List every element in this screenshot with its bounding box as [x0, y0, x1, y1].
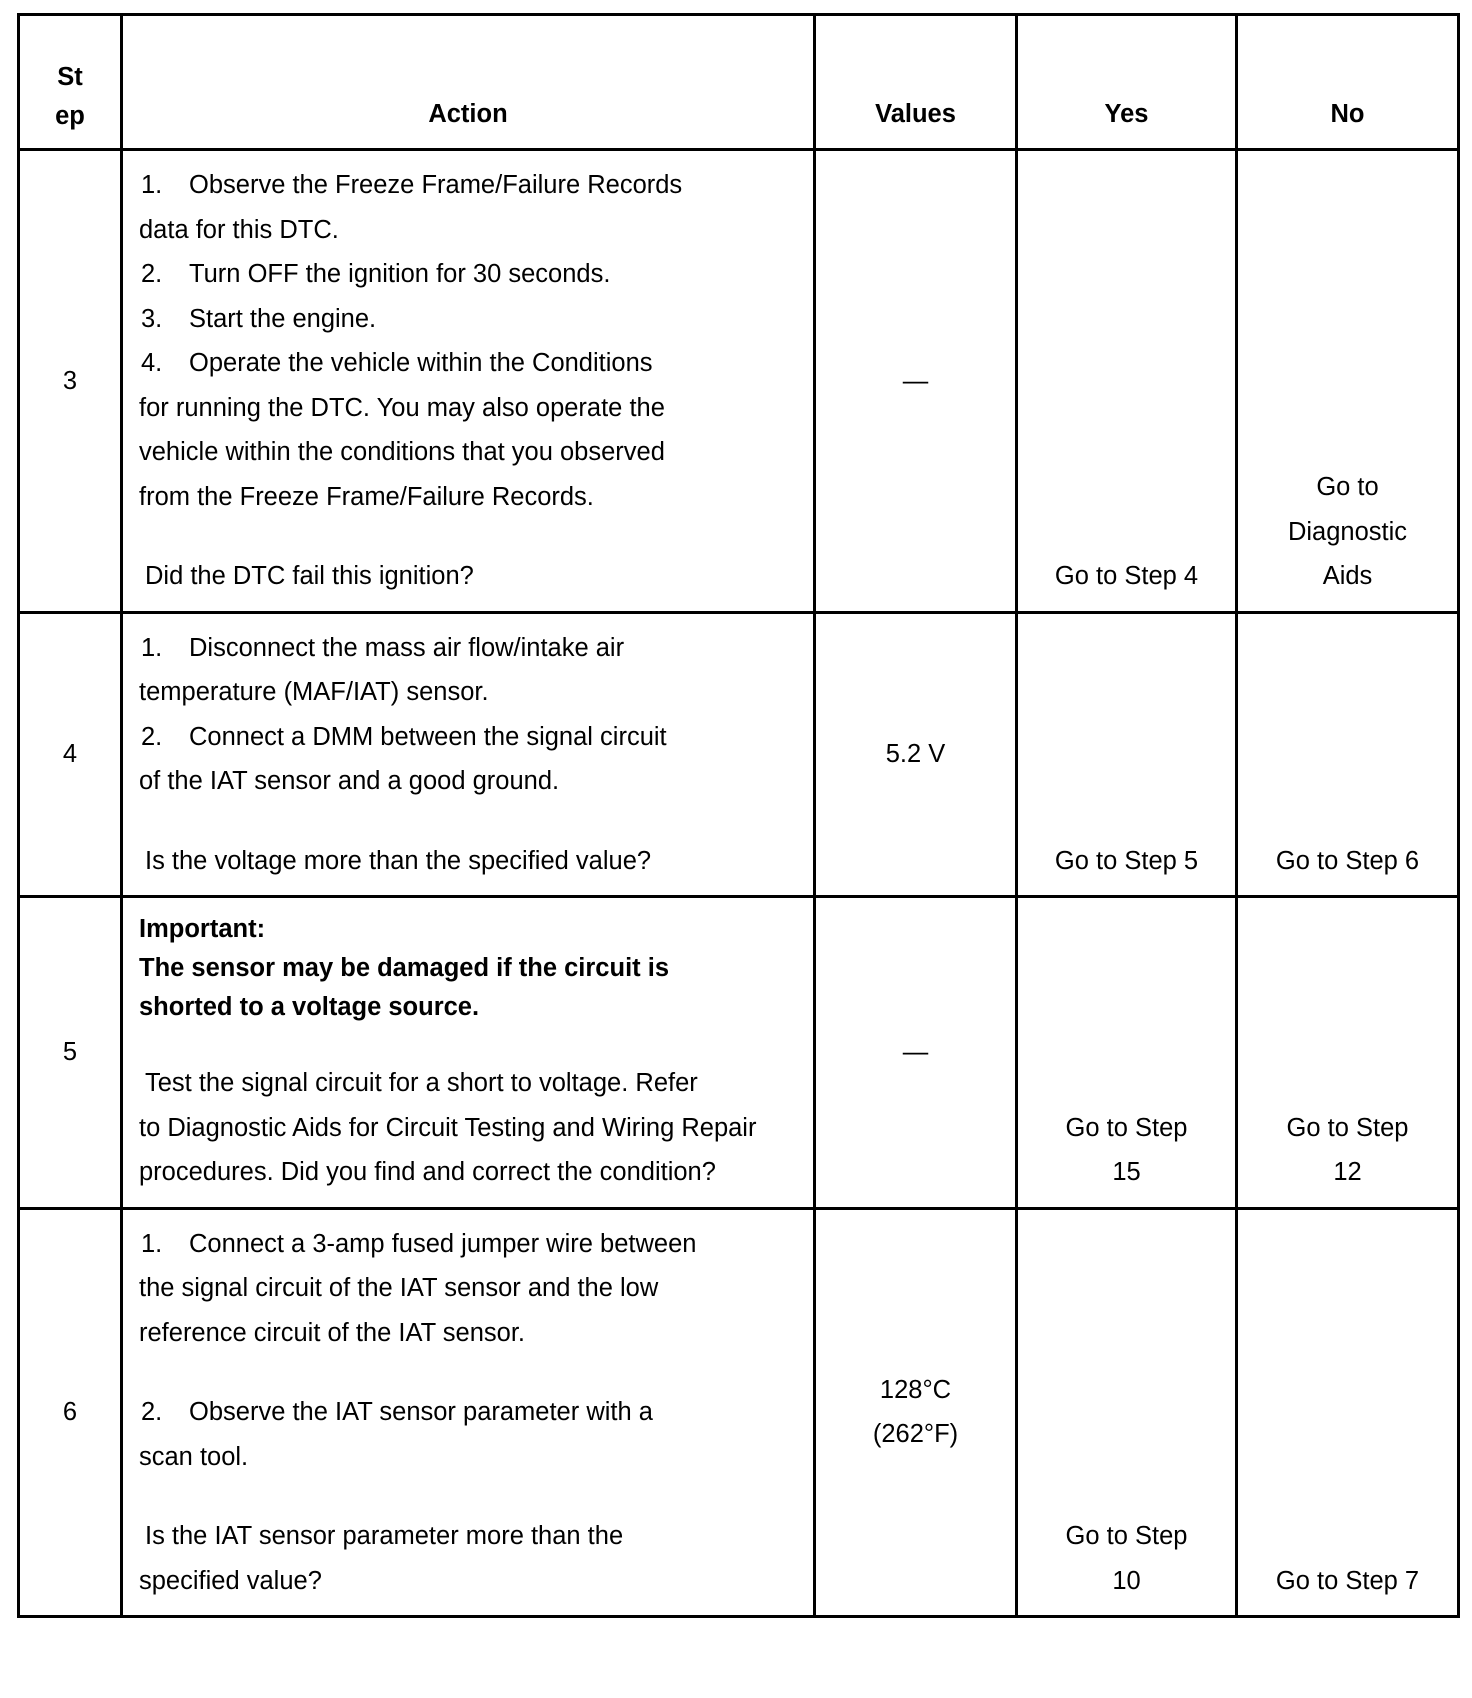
step-number: 6	[19, 1208, 122, 1617]
header-values: Values	[815, 15, 1017, 150]
action-line: 4. Operate the vehicle within the Conditions	[141, 349, 653, 377]
action-line: 2. Turn OFF the ignition for 30 seconds.	[141, 260, 611, 288]
no-line: Aids	[1322, 562, 1373, 590]
important-note: shorted to a voltage source.	[139, 993, 480, 1021]
important-note: The sensor may be damaged if the circuit is	[139, 954, 669, 982]
action-cell	[122, 150, 815, 613]
action-line: of the IAT sensor and a good ground.	[139, 767, 560, 795]
table-row	[19, 612, 1459, 897]
header-step-line-2: ep	[55, 102, 85, 130]
values-cell: —	[815, 150, 1017, 613]
yes-line: Go to Step	[1065, 1113, 1188, 1142]
action-line: 2. Connect a DMM between the signal circuit	[141, 722, 667, 751]
action-line: reference circuit of the IAT sensor.	[139, 1318, 525, 1347]
yes-line: 15	[1112, 1158, 1141, 1186]
action-question: specified value?	[139, 1566, 322, 1595]
no-line: Go to	[1316, 473, 1379, 501]
action-cell	[122, 1208, 815, 1617]
action-line: 1. Disconnect the mass air flow/intake air	[141, 633, 625, 662]
no-cell	[1237, 897, 1459, 1209]
step-number: 4	[19, 612, 122, 897]
yes-line: Go to Step 4	[1054, 562, 1199, 590]
values-line: 128°C	[879, 1375, 952, 1404]
no-cell	[1237, 612, 1459, 897]
action-line: to Diagnostic Aids for Circuit Testing and Wiring Repair	[139, 1113, 757, 1142]
action-question: Is the voltage more than the specified value?	[145, 846, 652, 875]
values-cell: —	[815, 897, 1017, 1209]
no-line: Go to Step 7	[1275, 1566, 1420, 1595]
table-row	[19, 1208, 1459, 1617]
action-line: Test the signal circuit for a short to voltage. Refer	[145, 1069, 698, 1097]
action-line: 1. Connect a 3-amp fused jumper wire between	[141, 1229, 697, 1258]
action-question: Is the IAT sensor parameter more than the	[145, 1522, 624, 1550]
action-line: for running the DTC. You may also operate the	[139, 393, 665, 422]
action-line: from the Freeze Frame/Failure Records.	[139, 482, 594, 511]
header-step-line-1: St	[57, 63, 83, 91]
yes-cell	[1017, 150, 1237, 613]
yes-line: Go to Step 5	[1054, 846, 1199, 875]
header-action: Action	[122, 15, 815, 150]
action-question: Did the DTC fail this ignition?	[145, 562, 474, 590]
values-cell	[815, 1208, 1017, 1617]
action-line: scan tool.	[139, 1442, 249, 1471]
table-row	[19, 897, 1459, 1209]
step-number: 3	[19, 150, 122, 613]
yes-cell	[1017, 612, 1237, 897]
no-line: Go to Step	[1286, 1113, 1409, 1142]
values-line: (262°F)	[872, 1420, 959, 1449]
action-line: the signal circuit of the IAT sensor and the low	[139, 1274, 659, 1302]
no-line: Diagnostic	[1287, 517, 1408, 546]
header-row	[19, 15, 1459, 150]
header-step	[19, 15, 122, 150]
action-line: 1. Observe the Freeze Frame/Failure Records	[141, 171, 683, 199]
yes-cell	[1017, 897, 1237, 1209]
diagnostic-table	[17, 13, 1460, 1618]
action-line: 3. Start the engine.	[141, 304, 377, 333]
header-yes: Yes	[1017, 15, 1237, 150]
no-cell	[1237, 150, 1459, 613]
action-line: data for this DTC.	[139, 215, 339, 244]
values-cell: 5.2 V	[815, 612, 1017, 897]
action-cell	[122, 897, 815, 1209]
action-cell	[122, 612, 815, 897]
header-no: No	[1237, 15, 1459, 150]
no-line: 12	[1333, 1158, 1362, 1186]
action-line: temperature (MAF/IAT) sensor.	[139, 678, 489, 706]
step-number: 5	[19, 897, 122, 1209]
yes-cell	[1017, 1208, 1237, 1617]
table-row	[19, 150, 1459, 613]
no-cell	[1237, 1208, 1459, 1617]
no-line: Go to Step 6	[1275, 846, 1420, 875]
action-line: vehicle within the conditions that you observed	[139, 438, 665, 466]
yes-line: Go to Step	[1065, 1522, 1188, 1550]
action-line: procedures. Did you find and correct the condition?	[139, 1158, 716, 1186]
yes-line: 10	[1112, 1566, 1141, 1595]
important-label: Important:	[139, 915, 266, 943]
action-line: 2. Observe the IAT sensor parameter with a	[141, 1398, 653, 1426]
